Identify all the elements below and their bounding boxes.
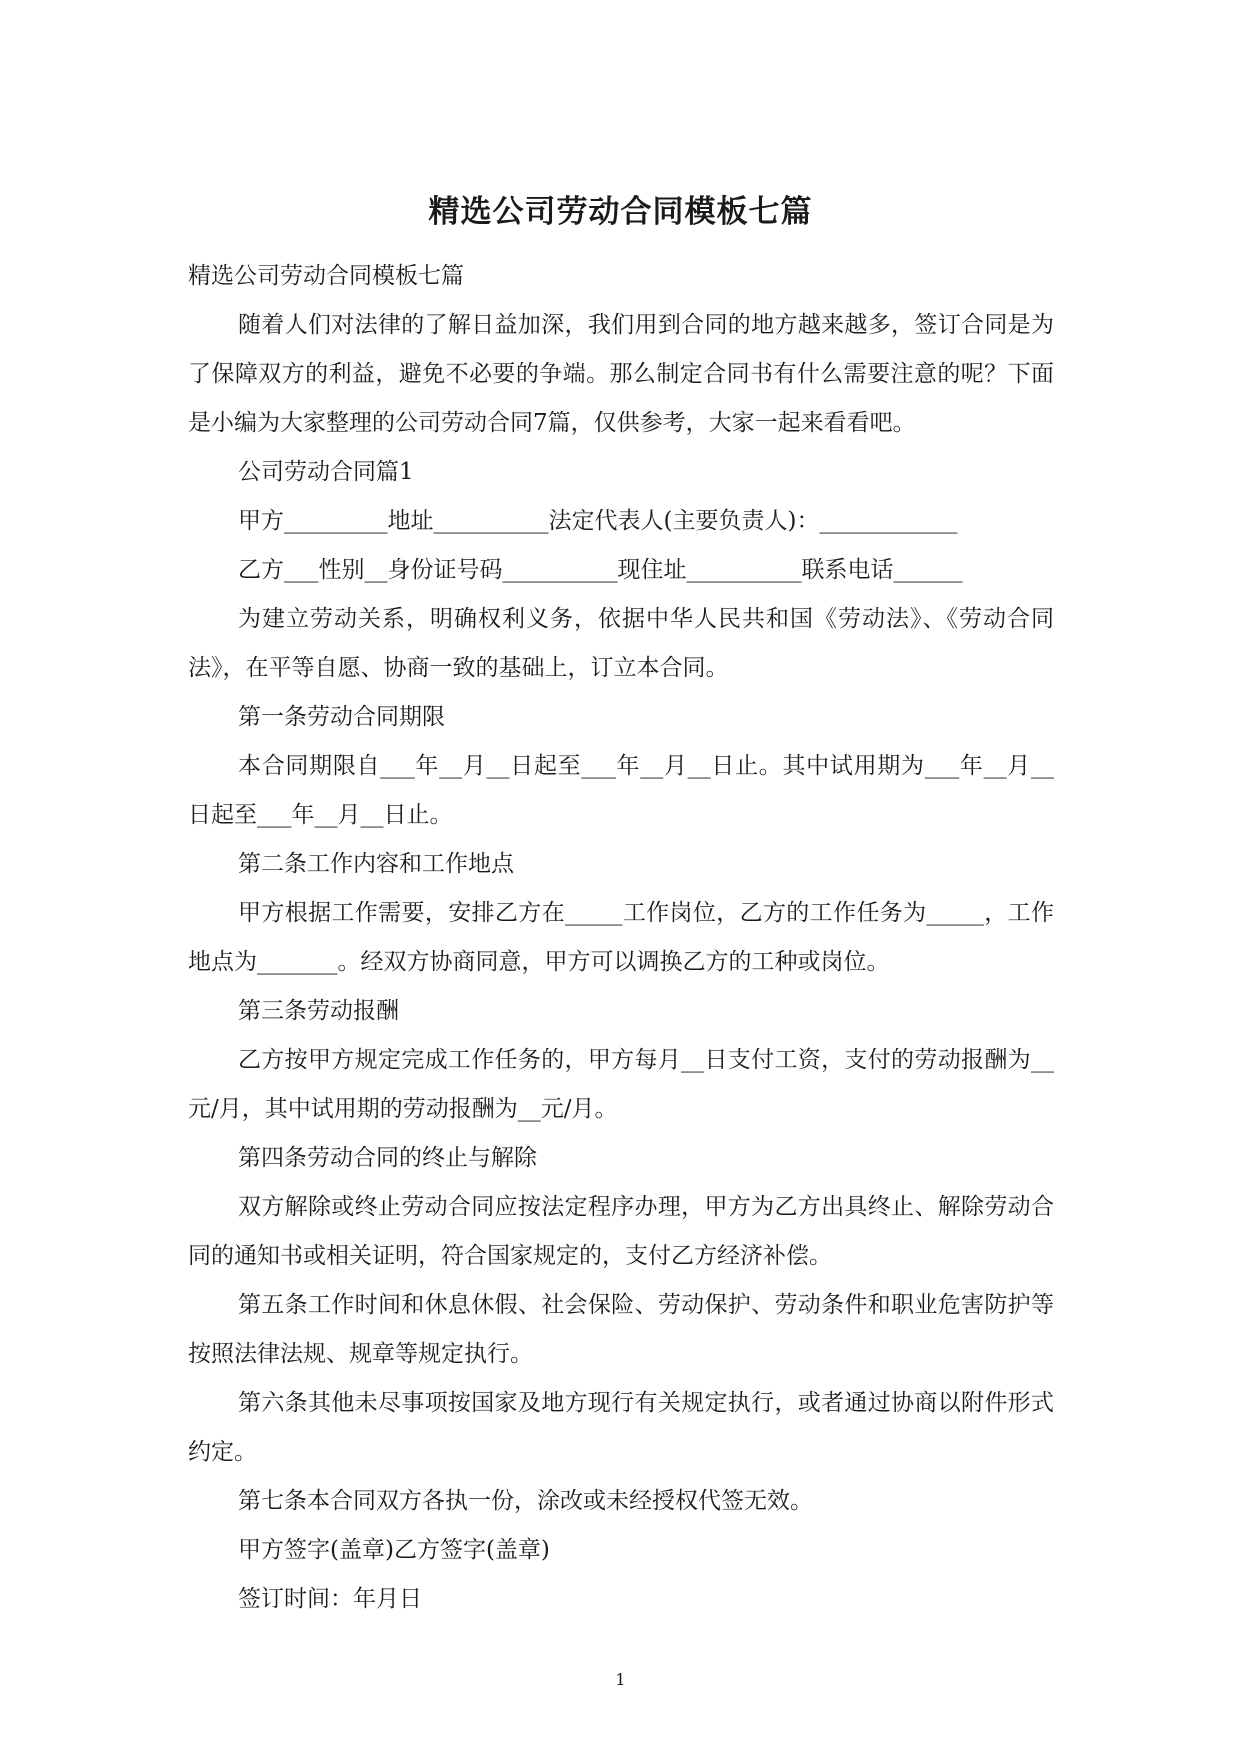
document-body — [188, 252, 1054, 1624]
article-1-text: 本合同期限自___年__月__日起至___年__月__日止。其中试用期为___年__月__日起至___年__月__日止。 — [188, 753, 1054, 828]
document-title: 精选公司劳动合同模板七篇 — [428, 194, 813, 230]
signature-line: 甲方签字(盖章)乙方签字(盖章) — [238, 1537, 550, 1563]
section-heading-contract-1: 公司劳动合同篇1 — [238, 459, 414, 485]
article-7-text: 第七条本合同双方各执一份，涂改或未经授权代签无效。 — [238, 1488, 813, 1514]
page-number: 1 — [615, 1670, 626, 1689]
signing-date-line: 签订时间：年月日 — [238, 1586, 422, 1612]
article-4-text: 双方解除或终止劳动合同应按法定程序办理，甲方为乙方出具终止、解除劳动合同的通知书或相关证明，符合国家规定的，支付乙方经济补偿。 — [188, 1194, 1054, 1269]
preamble-paragraph: 为建立劳动关系，明确权利义务，依据中华人民共和国《劳动法》、《劳动合同法》，在平等自愿、协商一致的基础上，订立本合同。 — [188, 606, 1054, 681]
article-4-heading: 第四条劳动合同的终止与解除 — [238, 1145, 537, 1171]
article-2-text: 甲方根据工作需要，安排乙方在_____工作岗位，乙方的工作任务为_____，工作地点为_______。经双方协商同意，甲方可以调换乙方的工种或岗位。 — [188, 900, 1054, 975]
party-a-fill-line: 甲方_________地址__________法定代表人(主要负责人)：____________ — [238, 508, 958, 534]
article-2-heading: 第二条工作内容和工作地点 — [238, 851, 514, 877]
intro-paragraph: 随着人们对法律的了解日益加深，我们用到合同的地方越来越多，签订合同是为了保障双方的利益，避免不必要的争端。那么制定合同书有什么需要注意的呢？下面是小编为大家整理的公司劳动合同7篇，仅供参考，大家一起来看看吧。 — [188, 312, 1054, 436]
article-5-text: 第五条工作时间和休息休假、社会保险、劳动保护、劳动条件和职业危害防护等按照法律法规、规章等规定执行。 — [188, 1292, 1054, 1367]
article-6-text: 第六条其他未尽事项按国家及地方现行有关规定执行，或者通过协商以附件形式约定。 — [188, 1390, 1054, 1465]
subtitle-paragraph: 精选公司劳动合同模板七篇 — [188, 263, 464, 289]
article-1-heading: 第一条劳动合同期限 — [238, 704, 445, 730]
article-3-heading: 第三条劳动报酬 — [238, 998, 399, 1024]
party-b-fill-line: 乙方___性别__身份证号码__________现住址__________联系电话______ — [238, 557, 963, 583]
article-3-text: 乙方按甲方规定完成工作任务的，甲方每月__日支付工资，支付的劳动报酬为__元/月，其中试用期的劳动报酬为__元/月。 — [188, 1047, 1054, 1122]
